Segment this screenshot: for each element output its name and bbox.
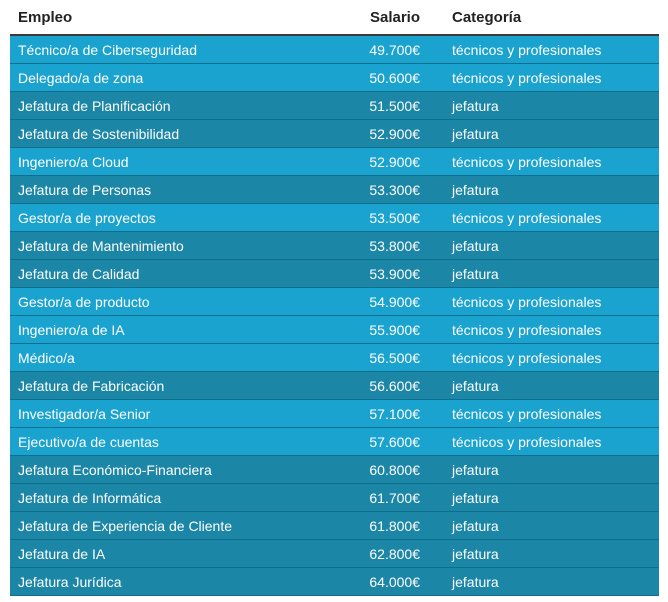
cell-category: jefatura (452, 545, 499, 562)
cell-category: técnicos y profesionales (452, 69, 602, 86)
cell-salary: 54.900€ (369, 293, 420, 310)
table-row (10, 64, 659, 92)
table-row (10, 288, 659, 316)
cell-category: técnicos y profesionales (452, 209, 602, 226)
cell-salary: 53.500€ (369, 209, 420, 226)
cell-category: técnicos y profesionales (452, 41, 602, 58)
cell-salary: 62.800€ (369, 545, 420, 562)
cell-category: técnicos y profesionales (452, 349, 602, 366)
cell-salary: 53.900€ (369, 265, 420, 282)
cell-salary: 51.500€ (369, 97, 420, 114)
cell-salary: 57.600€ (369, 433, 420, 450)
cell-job: Jefatura de IA (18, 545, 106, 562)
cell-job: Jefatura Jurídica (18, 573, 122, 590)
cell-salary: 53.800€ (369, 237, 420, 254)
cell-category: jefatura (452, 265, 499, 282)
cell-salary: 52.900€ (369, 125, 420, 142)
cell-salary: 49.700€ (369, 41, 420, 58)
table-row (10, 512, 659, 540)
cell-job: Gestor/a de producto (18, 293, 150, 310)
table-row (10, 372, 659, 400)
cell-salary: 64.000€ (369, 573, 420, 590)
cell-category: técnicos y profesionales (452, 321, 602, 338)
cell-category: jefatura (452, 377, 499, 394)
table-row (10, 176, 659, 204)
table-header (10, 0, 659, 36)
cell-job: Gestor/a de proyectos (18, 209, 156, 226)
table-row (10, 204, 659, 232)
cell-salary: 56.500€ (369, 349, 420, 366)
cell-job: Ingeniero/a Cloud (18, 153, 129, 170)
cell-job: Jefatura de Planificación (18, 97, 171, 114)
table-row (10, 428, 659, 456)
cell-salary: 55.900€ (369, 321, 420, 338)
cell-salary: 60.800€ (369, 461, 420, 478)
cell-salary: 52.900€ (369, 153, 420, 170)
cell-salary: 57.100€ (369, 405, 420, 422)
cell-job: Jefatura de Fabricación (18, 377, 165, 394)
table-row (10, 316, 659, 344)
cell-salary: 56.600€ (369, 377, 420, 394)
table-row (10, 400, 659, 428)
table-row (10, 260, 659, 288)
cell-category: jefatura (452, 181, 499, 198)
table-row (10, 344, 659, 372)
cell-job: Jefatura de Mantenimiento (18, 237, 184, 254)
header-category: Categoría (452, 8, 522, 26)
table-row (10, 568, 659, 596)
cell-category: técnicos y profesionales (452, 433, 602, 450)
cell-job: Jefatura de Personas (18, 181, 152, 198)
cell-salary: 50.600€ (369, 69, 420, 86)
cell-category: jefatura (452, 97, 499, 114)
table-row (10, 120, 659, 148)
header-job: Empleo (18, 8, 73, 26)
cell-category: jefatura (452, 573, 499, 590)
cell-salary: 53.300€ (369, 181, 420, 198)
cell-job: Ejecutivo/a de cuentas (18, 433, 159, 450)
cell-job: Jefatura Económico-Financiera (18, 461, 212, 478)
table-row (10, 456, 659, 484)
cell-job: Médico/a (18, 349, 75, 366)
salary-table (10, 0, 659, 596)
cell-job: Jefatura de Sostenibilidad (18, 125, 180, 142)
table-body (10, 36, 659, 596)
cell-job: Jefatura de Calidad (18, 265, 140, 282)
table-row (10, 92, 659, 120)
table-row (10, 540, 659, 568)
cell-job: Técnico/a de Ciberseguridad (18, 41, 197, 58)
cell-job: Delegado/a de zona (18, 69, 144, 86)
table-row (10, 148, 659, 176)
cell-category: jefatura (452, 517, 499, 534)
cell-job: Jefatura de Informática (18, 489, 162, 506)
cell-job: Ingeniero/a de IA (18, 321, 125, 338)
cell-job: Jefatura de Experiencia de Cliente (18, 517, 233, 534)
cell-salary: 61.800€ (369, 517, 420, 534)
cell-category: jefatura (452, 461, 499, 478)
table-row (10, 232, 659, 260)
header-salary: Salario (369, 8, 420, 26)
cell-category: jefatura (452, 125, 499, 142)
cell-category: técnicos y profesionales (452, 293, 602, 310)
cell-category: jefatura (452, 489, 499, 506)
table-row (10, 484, 659, 512)
cell-category: técnicos y profesionales (452, 153, 602, 170)
table-row (10, 36, 659, 64)
cell-category: jefatura (452, 237, 499, 254)
cell-salary: 61.700€ (369, 489, 420, 506)
cell-job: Investigador/a Senior (18, 405, 151, 422)
cell-category: técnicos y profesionales (452, 405, 602, 422)
